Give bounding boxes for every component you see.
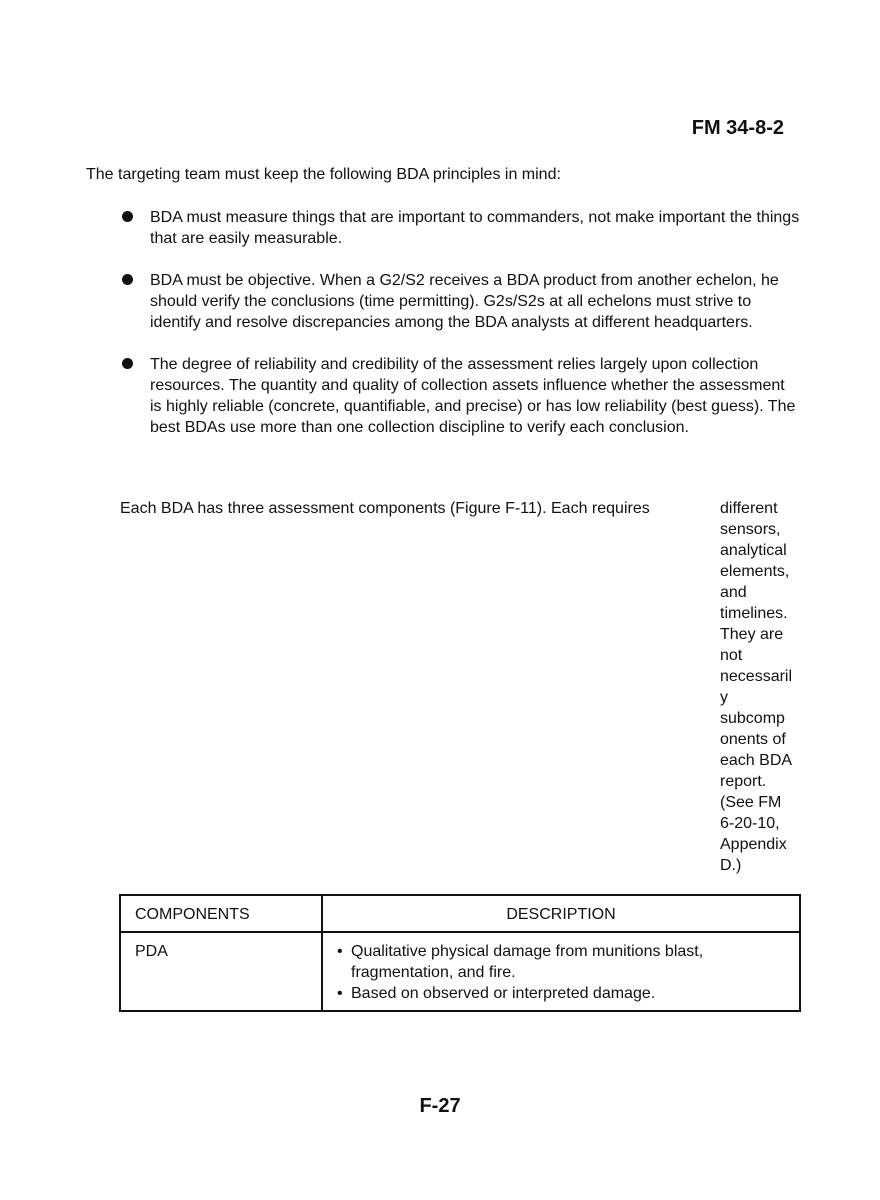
description-cell <box>322 932 800 1011</box>
paragraph-line: They are <box>720 626 784 643</box>
paragraph-line: Appendix <box>720 836 787 853</box>
column-header-components: COMPONENTS <box>120 895 322 932</box>
paragraph-line: report. <box>720 773 767 790</box>
list-item <box>120 207 800 249</box>
paragraph-line: elements, <box>720 563 790 580</box>
table-row <box>120 932 800 1011</box>
bullet-text: BDA must be objective. When a G2/S2 receives a BDA product from another echelon, he should verify the conclusions (time permitting). G2s/S2s at all echelons must strive to identify and resolve discrepancies among the BDA analysts at different headquarters. <box>150 272 779 331</box>
paragraph-line: each BDA <box>720 752 793 769</box>
paragraph-line: necessaril <box>720 668 793 685</box>
components-table <box>119 894 801 1012</box>
bullet-icon <box>122 211 133 222</box>
paragraph-line: timelines. <box>720 605 788 622</box>
paragraph-line: (See FM <box>720 794 782 811</box>
paragraph-line: D.) <box>720 857 742 874</box>
bullet-icon <box>122 358 133 369</box>
paragraph-line: 6-20-10, <box>720 815 780 832</box>
paragraph-line: onents of <box>720 731 786 748</box>
paragraph-line: subcomp <box>720 710 785 727</box>
paragraph-line: y <box>720 689 728 706</box>
table-header-row <box>120 895 800 932</box>
components-paragraph: Each BDA has three assessment components (Figure F-11). Each requires <box>120 500 650 517</box>
description-item: • Based on observed or interpreted damage. <box>337 983 785 1004</box>
paragraph-line: different <box>720 500 778 517</box>
bullet-text: BDA must measure things that are important to commanders, not make important the things that are easily measurable. <box>150 209 800 247</box>
bullet-text: The degree of reliability and credibility of the assessment relies largely upon collection resources. The quantity and quality of collection assets influence whether the assessment is highly reliable (concrete, quantifiable, and precise) or has low reliability (best guess). The best BDAs use more than one collection discipline to verify each conclusion. <box>150 356 796 436</box>
list-item <box>120 270 800 333</box>
components-paragraph-continuation <box>720 498 806 876</box>
paragraph-line: analytical <box>720 542 787 559</box>
paragraph-line: not <box>720 647 743 664</box>
bullet-icon <box>122 274 133 285</box>
page-number: F-27 <box>419 1095 461 1117</box>
description-item: • Qualitative physical damage from munitions blast, fragmentation, and fire. <box>337 941 785 983</box>
document-id: FM 34-8-2 <box>691 117 784 139</box>
list-item <box>120 354 800 438</box>
paragraph-line: sensors, <box>720 521 781 538</box>
paragraph-line: and <box>720 584 747 601</box>
column-header-description: DESCRIPTION <box>322 895 800 932</box>
principles-list <box>120 207 800 459</box>
component-cell: PDA <box>120 932 322 1011</box>
intro-text: The targeting team must keep the following BDA principles in mind: <box>86 166 561 183</box>
